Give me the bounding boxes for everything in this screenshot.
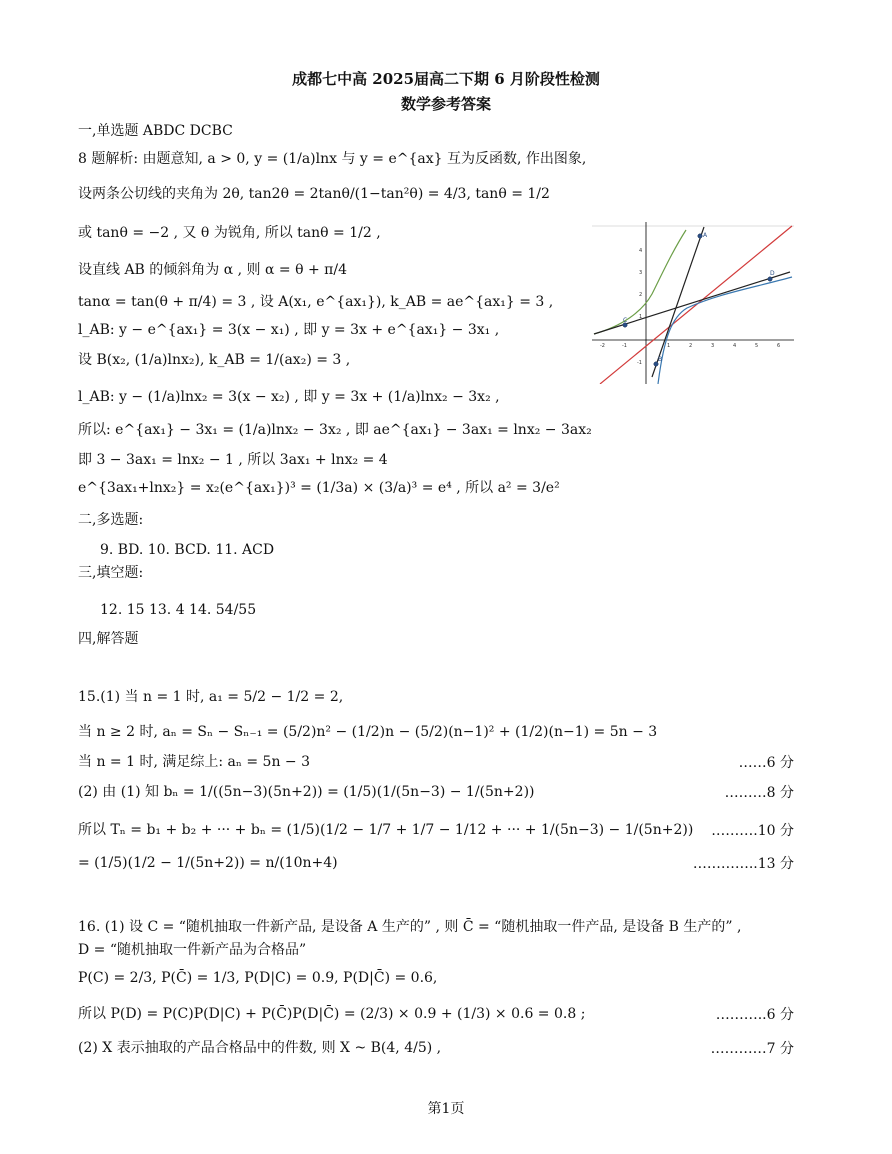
q15-score: ………8 分 bbox=[724, 785, 794, 801]
y-tick-label: 1 bbox=[639, 314, 643, 320]
q16-line: P(C) = 2/3, P(C̄) = 1/3, P(D|C) = 0.9, P(D|C̄) = 0.6, bbox=[78, 970, 438, 986]
x-tick-label: 5 bbox=[755, 343, 759, 349]
x-tick-label: 2 bbox=[689, 343, 693, 349]
x-tick-label: 4 bbox=[733, 343, 737, 349]
x-tick-label: 3 bbox=[711, 343, 715, 349]
x-tick-label: -1 bbox=[622, 343, 627, 349]
function-graph bbox=[592, 222, 794, 384]
q15-line: = (1/5)(1/2 − 1/(5n+2)) = n/(10n+4) bbox=[78, 855, 338, 871]
q16-score: ………..6 分 bbox=[715, 1007, 794, 1023]
q8-line: 所以: e^{ax₁} − 3x₁ = (1/a)lnx₂ − 3x₂ , 即 ae^{ax₁} − 3ax₁ = lnx₂ − 3ax₂ bbox=[78, 422, 592, 438]
q8-line: 8 题解析: 由题意知, a > 0, y = (1/a)lnx 与 y = e^{ax} 互为反函数, 作出图象, bbox=[78, 151, 587, 167]
q8-line: 或 tanθ = −2 , 又 θ 为锐角, 所以 tanθ = 1/2 , bbox=[78, 225, 381, 241]
y-tick-label: 2 bbox=[639, 292, 643, 298]
q15-score: ……….10 分 bbox=[711, 823, 794, 839]
q8-line: 设 B(x₂, (1/a)lnx₂), k_AB = 1/(ax₂) = 3 , bbox=[78, 352, 351, 368]
section1-heading: 一,单选题 ABDC DCBC bbox=[78, 123, 233, 139]
y-tick-label: 4 bbox=[639, 248, 643, 254]
point-d bbox=[768, 277, 772, 281]
q8-line: 设两条公切线的夹角为 2θ, tan2θ = 2tanθ/(1−tan²θ) = 4/3, tanθ = 1/2 bbox=[78, 186, 550, 202]
point-a bbox=[698, 234, 702, 238]
section3-heading: 三,填空题: bbox=[78, 565, 144, 581]
q16-line: 所以 P(D) = P(C)P(D|C) + P(C̄)P(D|C̄) = (2/3) × 0.9 + (1/3) × 0.6 = 0.8 ; bbox=[78, 1006, 586, 1022]
x-tick-label: -2 bbox=[600, 343, 605, 349]
q15-score: ……6 分 bbox=[738, 755, 794, 771]
point-d-label: D bbox=[770, 270, 775, 277]
y-tick-label: -1 bbox=[637, 360, 642, 366]
q16-line: D = “随机抽取一件新产品为合格品” bbox=[78, 942, 307, 958]
point-a-label: A bbox=[703, 232, 708, 239]
q16-score: …………7 分 bbox=[710, 1041, 794, 1057]
section2-answers: 9. BD. 10. BCD. 11. ACD bbox=[100, 542, 275, 558]
page-number: 第1页 bbox=[427, 1101, 465, 1117]
q15-line: 当 n ≥ 2 时, aₙ = Sₙ − Sₙ₋₁ = (5/2)n² − (1/2)n − (5/2)(n−1)² + (1/2)(n−1) = 5n − 3 bbox=[78, 724, 658, 740]
q15-line: 15.(1) 当 n = 1 时, a₁ = 5/2 − 1/2 = 2, bbox=[78, 689, 344, 705]
q16-line: (2) X 表示抽取的产品合格品中的件数, 则 X ~ B(4, 4/5) , bbox=[78, 1040, 442, 1056]
point-b-label: B bbox=[658, 356, 663, 363]
point-c-label: C bbox=[623, 317, 628, 324]
q8-line: 即 3 − 3ax₁ = lnx₂ − 1 , 所以 3ax₁ + lnx₂ = 4 bbox=[78, 452, 388, 468]
x-tick-label: 6 bbox=[777, 343, 781, 349]
section3-answers: 12. 15 13. 4 14. 54/55 bbox=[100, 602, 257, 618]
section2-heading: 二,多选题: bbox=[78, 512, 144, 528]
q8-line: l_AB: y − (1/a)lnx₂ = 3(x − x₂) , 即 y = 3x + (1/a)lnx₂ − 3x₂ , bbox=[78, 389, 500, 405]
q8-line: e^{3ax₁+lnx₂} = x₂(e^{ax₁})³ = (1/3a) × (3/a)³ = e⁴ , 所以 a² = 3/e² bbox=[78, 480, 560, 496]
q15-line: (2) 由 (1) 知 bₙ = 1/((5n−3)(5n+2)) = (1/5)(1/(5n−3) − 1/(5n+2)) bbox=[78, 784, 535, 800]
q8-line: tanα = tan(θ + π/4) = 3 , 设 A(x₁, e^{ax₁}), k_AB = ae^{ax₁} = 3 , bbox=[78, 294, 554, 310]
q8-line: 设直线 AB 的倾斜角为 α , 则 α = θ + π/4 bbox=[78, 262, 347, 278]
q16-line: 16. (1) 设 C = “随机抽取一件新产品, 是设备 A 生产的” , 则 C̄ = “随机抽取一件产品, 是设备 B 生产的” , bbox=[78, 919, 742, 935]
q15-line: 所以 Tₙ = b₁ + b₂ + ··· + bₙ = (1/5)(1/2 − 1/7 + 1/7 − 1/12 + ··· + 1/(5n−3) − 1/(5n+2)) bbox=[78, 822, 694, 838]
document-subtitle: 数学参考答案 bbox=[400, 95, 491, 113]
x-tick-label: 1 bbox=[667, 343, 671, 349]
q15-score: …………..13 分 bbox=[692, 856, 794, 872]
section4-heading: 四,解答题 bbox=[78, 631, 139, 647]
q8-line: l_AB: y − e^{ax₁} = 3(x − x₁) , 即 y = 3x + e^{ax₁} − 3x₁ , bbox=[78, 322, 500, 338]
document-title: 成都七中高 2025届高二下期 6 月阶段性检测 bbox=[292, 70, 600, 88]
q15-line: 当 n = 1 时, 满足综上: aₙ = 5n − 3 bbox=[78, 754, 311, 770]
y-tick-label: 3 bbox=[639, 270, 643, 276]
